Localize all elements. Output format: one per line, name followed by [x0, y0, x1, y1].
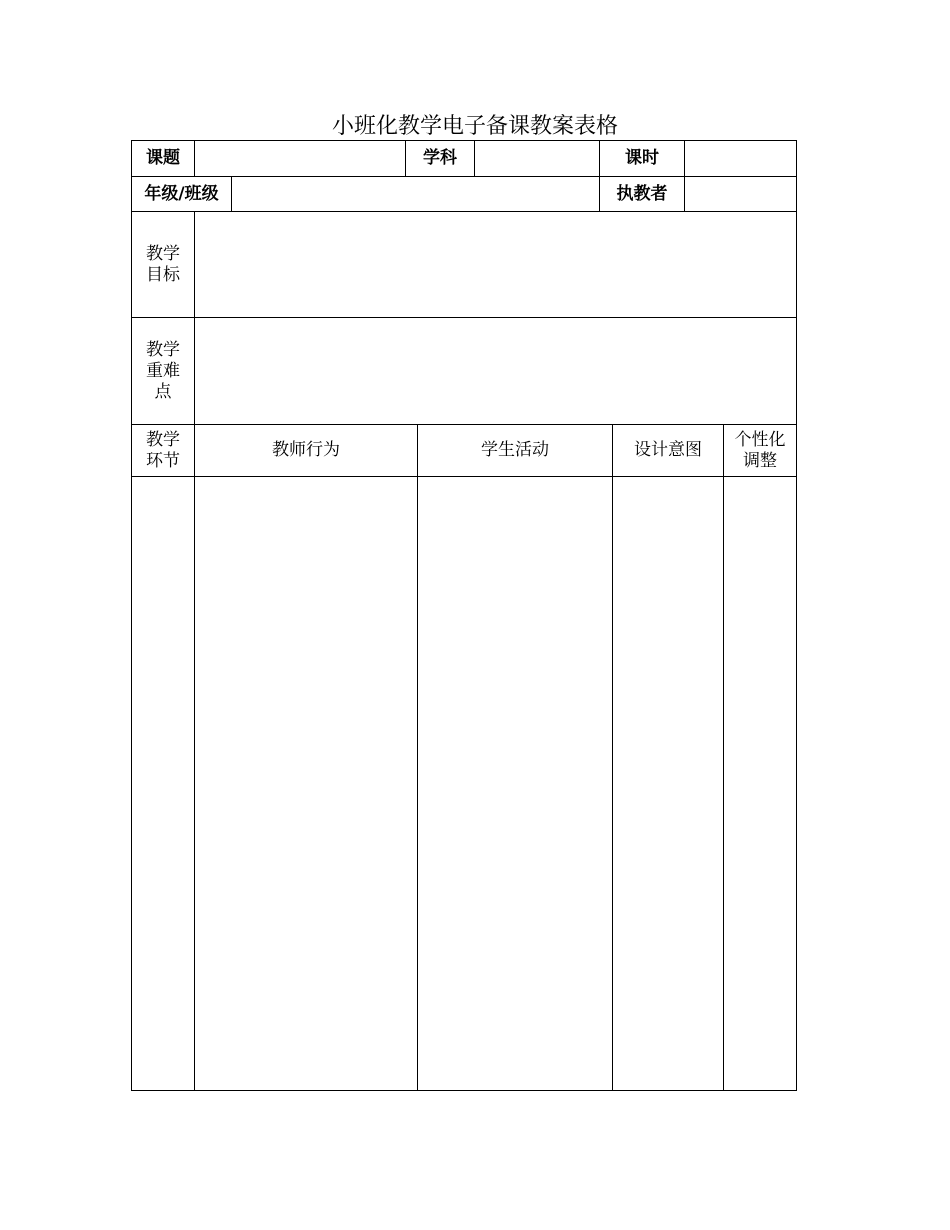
- key-points-label-line: 教学: [146, 340, 180, 360]
- stage-label-line: 教学: [146, 429, 180, 450]
- period-label: 课时: [625, 148, 659, 168]
- col-divider: [417, 424, 418, 1091]
- page-title: 小班化教学电子备课教案表格: [331, 114, 618, 139]
- stage-label: [131, 424, 195, 477]
- stage-label-line: 环节: [146, 450, 180, 471]
- subject-label: 学科: [423, 148, 457, 168]
- lesson-plan-table: [131, 140, 797, 1091]
- objectives-label-line: 目标: [146, 265, 180, 285]
- col-divider: [612, 424, 613, 1091]
- teacher-label: 执教者: [616, 183, 668, 204]
- grade-class-label: 年级/班级: [144, 183, 219, 204]
- student-activity-header: 学生活动: [481, 440, 549, 460]
- key-points-label: [131, 317, 195, 425]
- col-divider: [723, 424, 724, 1091]
- teacher-behavior-header: 教师行为: [272, 440, 340, 460]
- objectives-label-line: 教学: [146, 244, 180, 264]
- key-points-label-line: 重难: [146, 361, 180, 381]
- personalized-adjustment-header: [723, 424, 797, 477]
- personalized-adjustment-line: 个性化: [734, 429, 786, 450]
- col-divider: [194, 424, 195, 1091]
- topic-label: 课题: [146, 148, 180, 168]
- row-divider: [131, 317, 797, 318]
- key-points-label-line: 点: [154, 382, 172, 402]
- objectives-label: [131, 211, 195, 318]
- design-intent-header: 设计意图: [634, 440, 702, 460]
- personalized-adjustment-line: 调整: [743, 450, 777, 471]
